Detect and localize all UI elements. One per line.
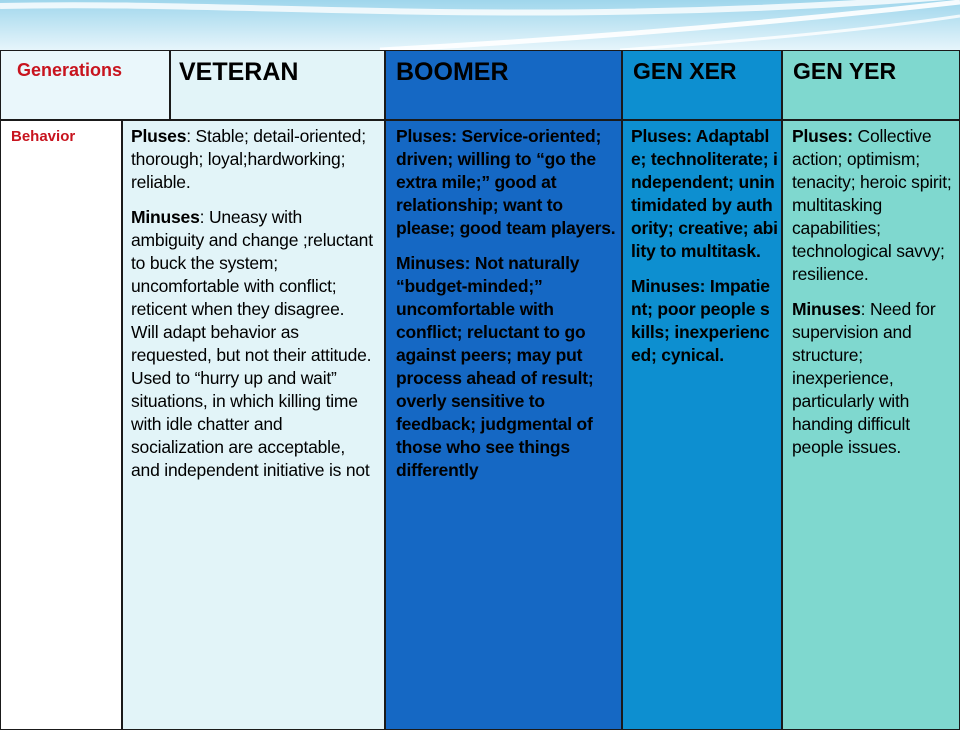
veteran-behavior-cell [122, 120, 385, 730]
header-boomer-label: BOOMER [396, 58, 509, 86]
boomer-minuses: Minuses: Not naturally “budget-minded;” uncomfortable with conflict; reluctant to go against peers; may put process ahead of result; overly sensitive to feedback; judgmental of those who see things differently [396, 253, 594, 480]
genyer-minuses: Minuses: Need for supervision and structure; inexperience, particularly with handing difficult people issues. [792, 299, 936, 457]
header-veteran-cell [170, 50, 385, 120]
header-genyer-label: GEN YER [793, 58, 897, 84]
header-banner [0, 0, 960, 50]
header-generations-label: Generations [17, 60, 123, 80]
genyer-behavior-cell [782, 120, 960, 730]
genxer-pluses: Pluses: Adaptable; technoliterate; independent; unintimidated by authority; creative; ability to multitask. [631, 126, 778, 261]
header-veteran-label: VETERAN [179, 58, 299, 86]
genyer-behavior-text [792, 125, 956, 459]
genxer-behavior-text [631, 125, 778, 367]
boomer-behavior-cell [385, 120, 622, 730]
veteran-pluses: Pluses: Stable; detail-oriented; thorough; loyal;hardworking; reliable. [131, 126, 366, 192]
boomer-pluses: Pluses: Service-oriented; driven; willing to “go the extra mile;” good at relationship; want to please; good team players. [396, 126, 616, 238]
header-genxer-label: GEN XER [633, 58, 737, 84]
genxer-behavior-cell [622, 120, 782, 730]
genxer-minuses: Minuses: Impatient; poor people skills; inexperienced; cynical. [631, 276, 770, 365]
veteran-minuses: Minuses: Uneasy with ambiguity and change ;reluctant to buck the system; uncomfortable with conflict; reticent when they disagree. [131, 207, 373, 319]
behavior-label: Behavior [11, 128, 76, 145]
veteran-extra-2: Used to “hurry up and wait” situations, in which killing time with idle chatter and socialization are acceptable, and independent initiative is not [131, 368, 370, 480]
boomer-behavior-text [396, 125, 618, 482]
genyer-pluses: Pluses: Collective action; optimism; tenacity; heroic spirit; multitasking capabilities; technological savvy; resilience. [792, 126, 952, 284]
header-generations-cell [0, 50, 170, 120]
header-genyer-cell [782, 50, 960, 120]
veteran-behavior-text [131, 125, 375, 482]
veteran-extra-1: Will adapt behavior as requested, but not their attitude. [131, 322, 372, 365]
behavior-label-cell [0, 120, 122, 730]
header-genxer-cell [622, 50, 782, 120]
header-boomer-cell [385, 50, 622, 120]
